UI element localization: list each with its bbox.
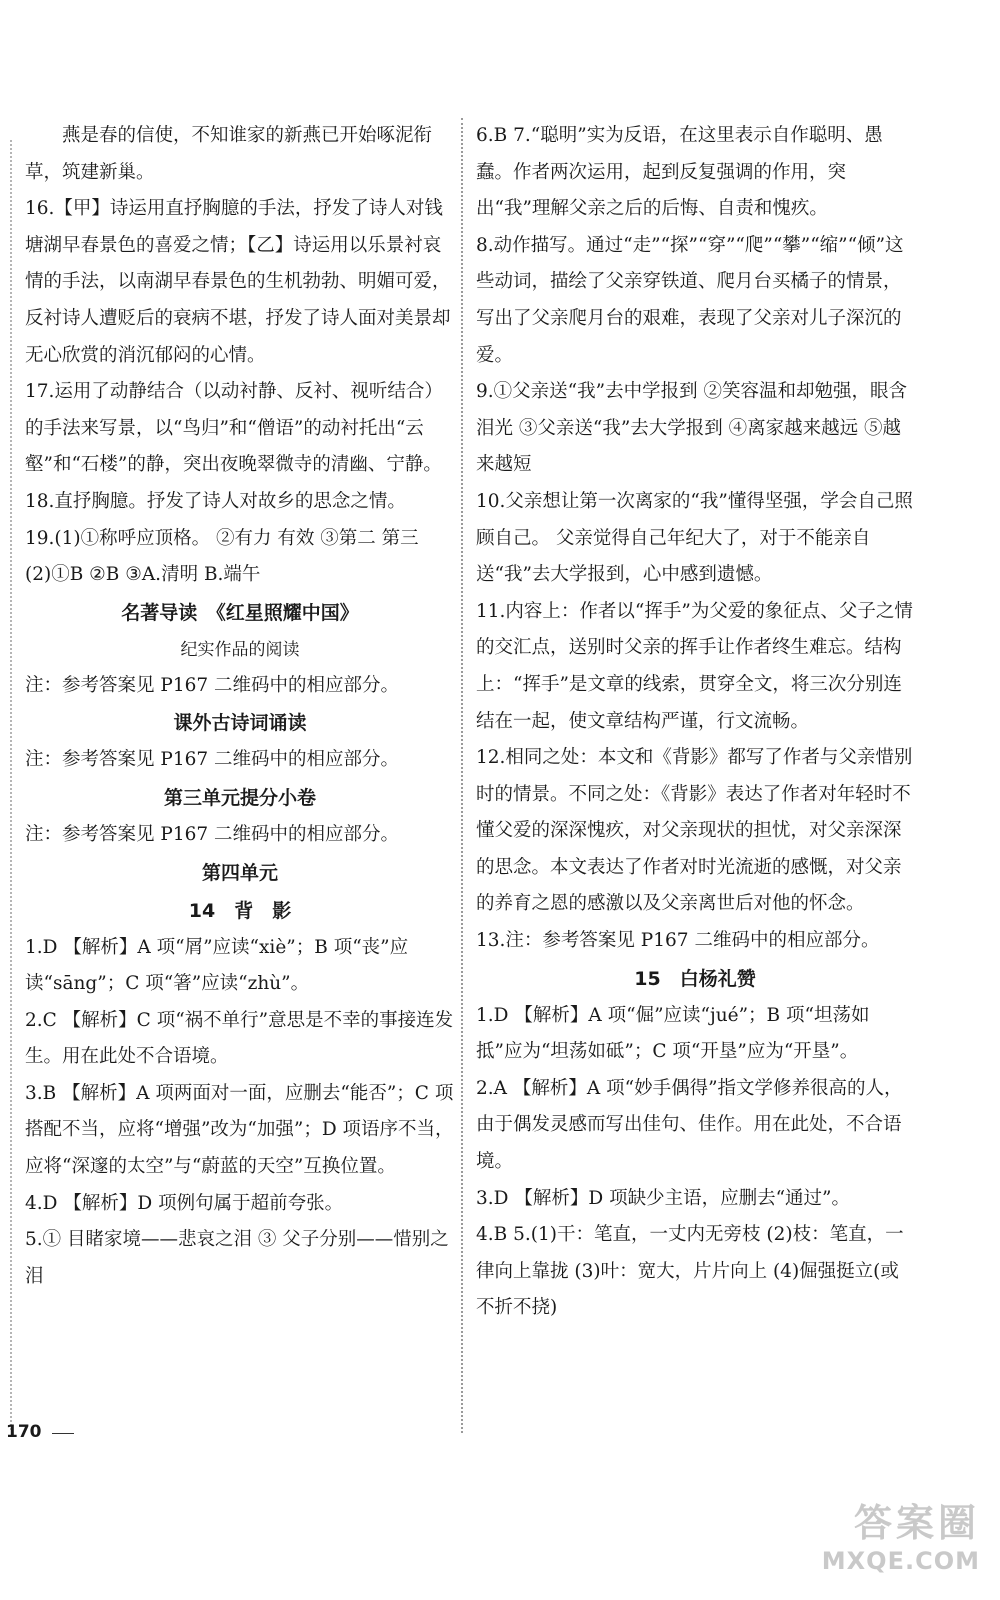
answer-item: 注：参考答案见 P167 二维码中的相应部分。	[25, 674, 400, 696]
answer-item: 注：参考答案见 P167 二维码中的相应部分。	[25, 823, 400, 845]
answer-item: 19.(1)①称呼应顶格。 ②有力 有效 ③第二 第三 (2)①B ②B ③A.清明 B.端午	[25, 527, 419, 586]
section-heading: 14 背 影	[188, 899, 292, 922]
answer-item: 18.直抒胸臆。抒发了诗人对故乡的思念之情。	[25, 490, 406, 512]
answer-item: 4.B 5.(1)干：笔直，一丈内无旁枝 (2)枝：笔直，一律向上靠拢 (3)叶：宽大，片片向上 (4)倔强挺立(或不折不挠)	[476, 1224, 904, 1319]
answer-item: 燕是春的信使，不知谁家的新燕已开始啄泥衔草，筑建新巢。	[25, 125, 433, 183]
watermark	[730, 1492, 980, 1592]
answer-item: 5.① 目睹家境——悲哀之泪 ③ 父子分别——惜别之泪	[25, 1229, 449, 1287]
left-margin-rule	[10, 140, 12, 1430]
answer-item: 2.C 【解析】C 项“祸不单行”意思是不幸的事接连发生。用在此处不合语境。	[25, 1009, 454, 1068]
answer-item: 6.B 7.“聪明”实为反语，在这里表示自作聪明、愚蠢。作者两次运用，起到反复强调的作用，突出“我”理解父亲之后的后悔、自责和愧疚。	[476, 125, 883, 220]
watermark-url: MXQE.COM	[821, 1547, 980, 1575]
answer-item: 2.A 【解析】A 项“妙手偶得”指文学修养很高的人，由于偶发灵感而写出佳句、佳作。用在此处，不合语境。	[476, 1077, 903, 1173]
answer-item: 8.动作描写。通过“走”“探”“穿”“爬”“攀”“缩”“倾”这些动词，描绘了父亲穿铁道、爬月台买橘子的情景，写出了父亲爬月台的艰难，表现了父亲对儿子深沉的爱。	[476, 234, 904, 366]
section-heading: 15 白杨礼赞	[634, 967, 756, 990]
answer-item: 3.B 【解析】A 项两面对一面，应删去“能否”；C 项搭配不当，应将“增强”改为“加强”；D 项语序不当，应将“深邃的太空”与“蔚蓝的天空”互换位置。	[25, 1082, 454, 1178]
column-divider	[461, 118, 463, 1433]
page-number: 170	[6, 1422, 42, 1442]
answer-item: 1.D 【解析】A 项“屑”应读“xiè”；B 项“丧”应读“sāng”；C 项“箸”应读“zhù”。	[25, 936, 409, 995]
answer-item: 16.【甲】诗运用直抒胸臆的手法，抒发了诗人对钱塘湖早春景色的喜爱之情；【乙】诗运用以乐景衬哀情的手法，以南湖早春景色的生机勃勃、明媚可爱，反衬诗人遭贬后的衰病不堪，抒发了诗人面对美景却无心欣赏的消沉郁闷的心情。	[25, 198, 451, 366]
watermark-logo: 答案圈	[853, 1501, 980, 1545]
answer-item: 注：参考答案见 P167 二维码中的相应部分。	[25, 749, 400, 771]
answer-item: 3.D 【解析】D 项缺少主语，应删去“通过”。	[476, 1187, 850, 1209]
answer-item: 10.父亲想让第一次离家的“我”懂得坚强，学会自己照顾自己。 父亲觉得自己年纪大了，对于不能亲自送“我”去大学报到，心中感到遗憾。	[476, 490, 913, 586]
answer-item: 13.注：参考答案见 P167 二维码中的相应部分。	[476, 930, 880, 952]
right-column	[476, 118, 914, 1327]
section-heading: 第四单元	[201, 861, 278, 884]
section-heading: 名著导读 《红星照耀中国》	[121, 601, 359, 624]
answer-item: 17.运用了动静结合（以动衬静、反衬、视听结合）的手法来写景，以“鸟归”和“僧语”的动衬托出“云壑”和“石楼”的静，突出夜晚翠微寺的清幽、宁静。	[25, 381, 443, 476]
section-heading: 第三单元提分小卷	[163, 786, 316, 809]
answer-item: 12.相同之处：本文和《背影》都写了作者与父亲惜别时的情景。不同之处：《背影》表达了作者对年轻时不懂父爱的深深愧疚，对父亲现状的担忧，对父亲深深的思念。本文表达了作者对时光流逝的感慨，对父亲的养育之恩的感激以及父亲离世后对他的怀念。	[476, 747, 913, 915]
answer-item: 11.内容上：作者以“挥手”为父爱的象征点、父子之情的交汇点，送别时父亲的挥手让作者终生难忘。结构上：“挥手”是文章的线索，贯穿全文，将三次分别连结在一起，使文章结构严谨，行文流畅。	[476, 600, 913, 732]
left-column	[25, 118, 455, 1295]
section-subheading: 纪实作品的阅读	[180, 639, 300, 660]
answer-item: 4.D 【解析】D 项例句属于超前夸张。	[25, 1192, 344, 1214]
answer-item: 1.D 【解析】A 项“倔”应读“jué”；B 项“坦荡如抵”应为“坦荡如砥”；C 项“开垦”应为“开垦”。	[476, 1004, 870, 1063]
answer-item: 9.①父亲送“我”去中学报到 ②笑容温和却勉强，眼含泪光 ③父亲送“我”去大学报到 ④离家越来越远 ⑤越来越短	[476, 381, 907, 476]
section-heading: 课外古诗词诵读	[173, 712, 307, 735]
